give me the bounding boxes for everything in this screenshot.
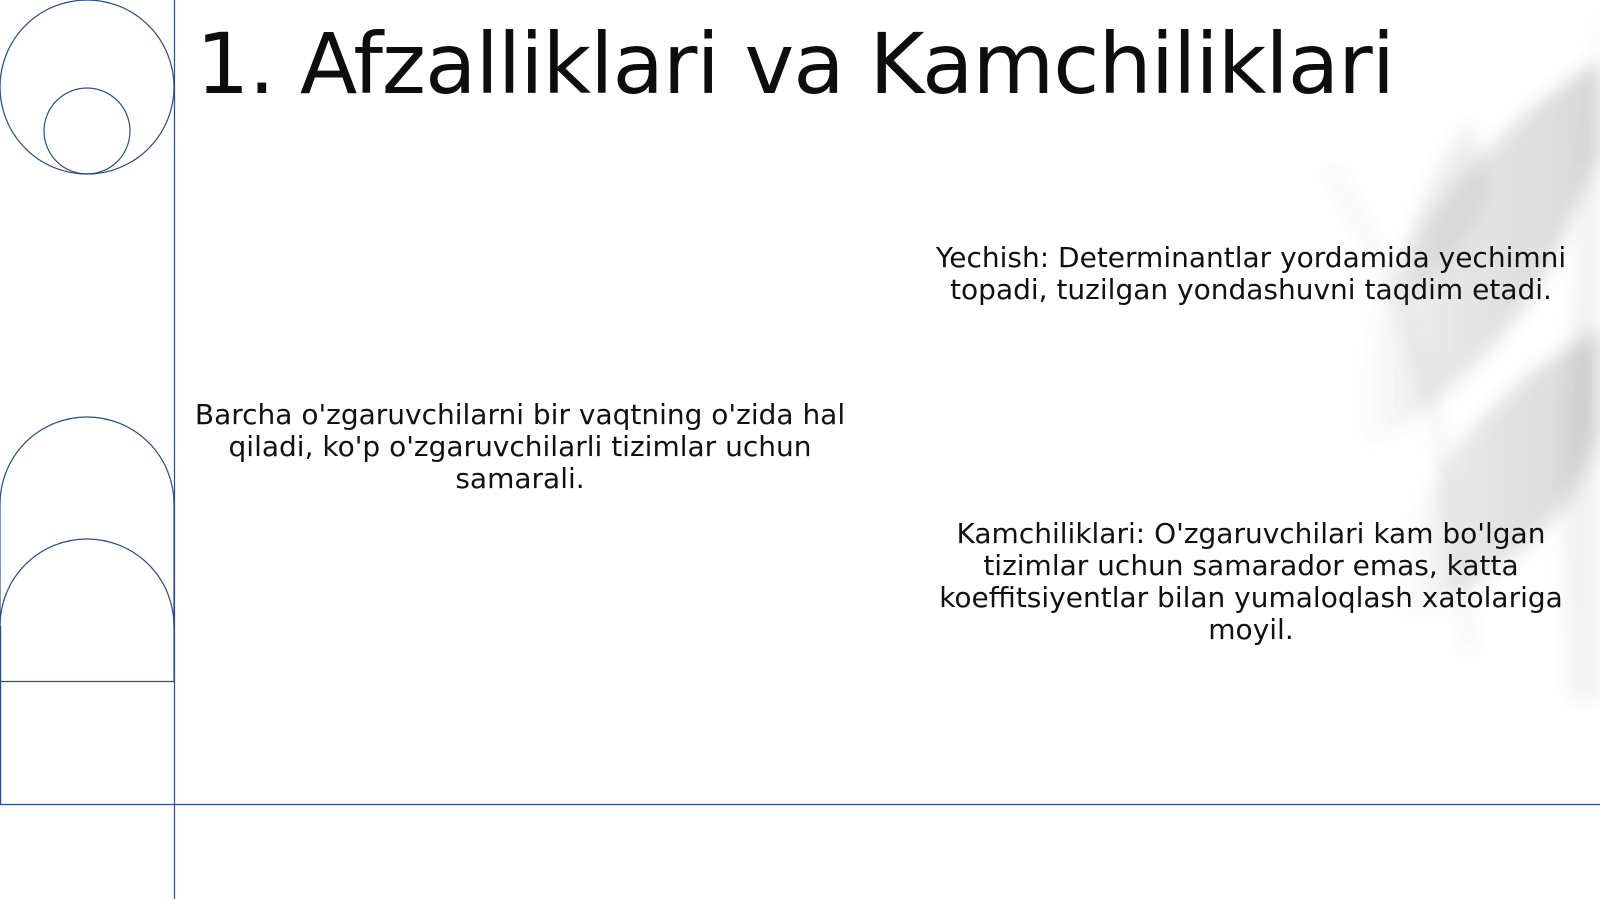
disadvantages-text: Kamchiliklari: O'zgaruvchilari kam bo'lgan tizimlar uchun samarador emas, katta koeffitsiyentlar bilan yumaloqlash xatolariga moyil. (939, 517, 1563, 646)
advantage-text: Barcha o'zgaruvchilarni bir vaqtning o'zida hal qiladi, ko'p o'zgaruvchilarli tizimlar uchun samarali. (194, 398, 846, 495)
slide-title: 1. Afzalliklari va Kamchiliklari (196, 15, 1395, 113)
solution-text: Yechish: Determinantlar yordamida yechimni topadi, tuzilgan yondashuvni taqdim etadi. (935, 241, 1567, 306)
concentric-circles-icon (0, 0, 174, 174)
arch-shapes-icon (0, 417, 174, 804)
